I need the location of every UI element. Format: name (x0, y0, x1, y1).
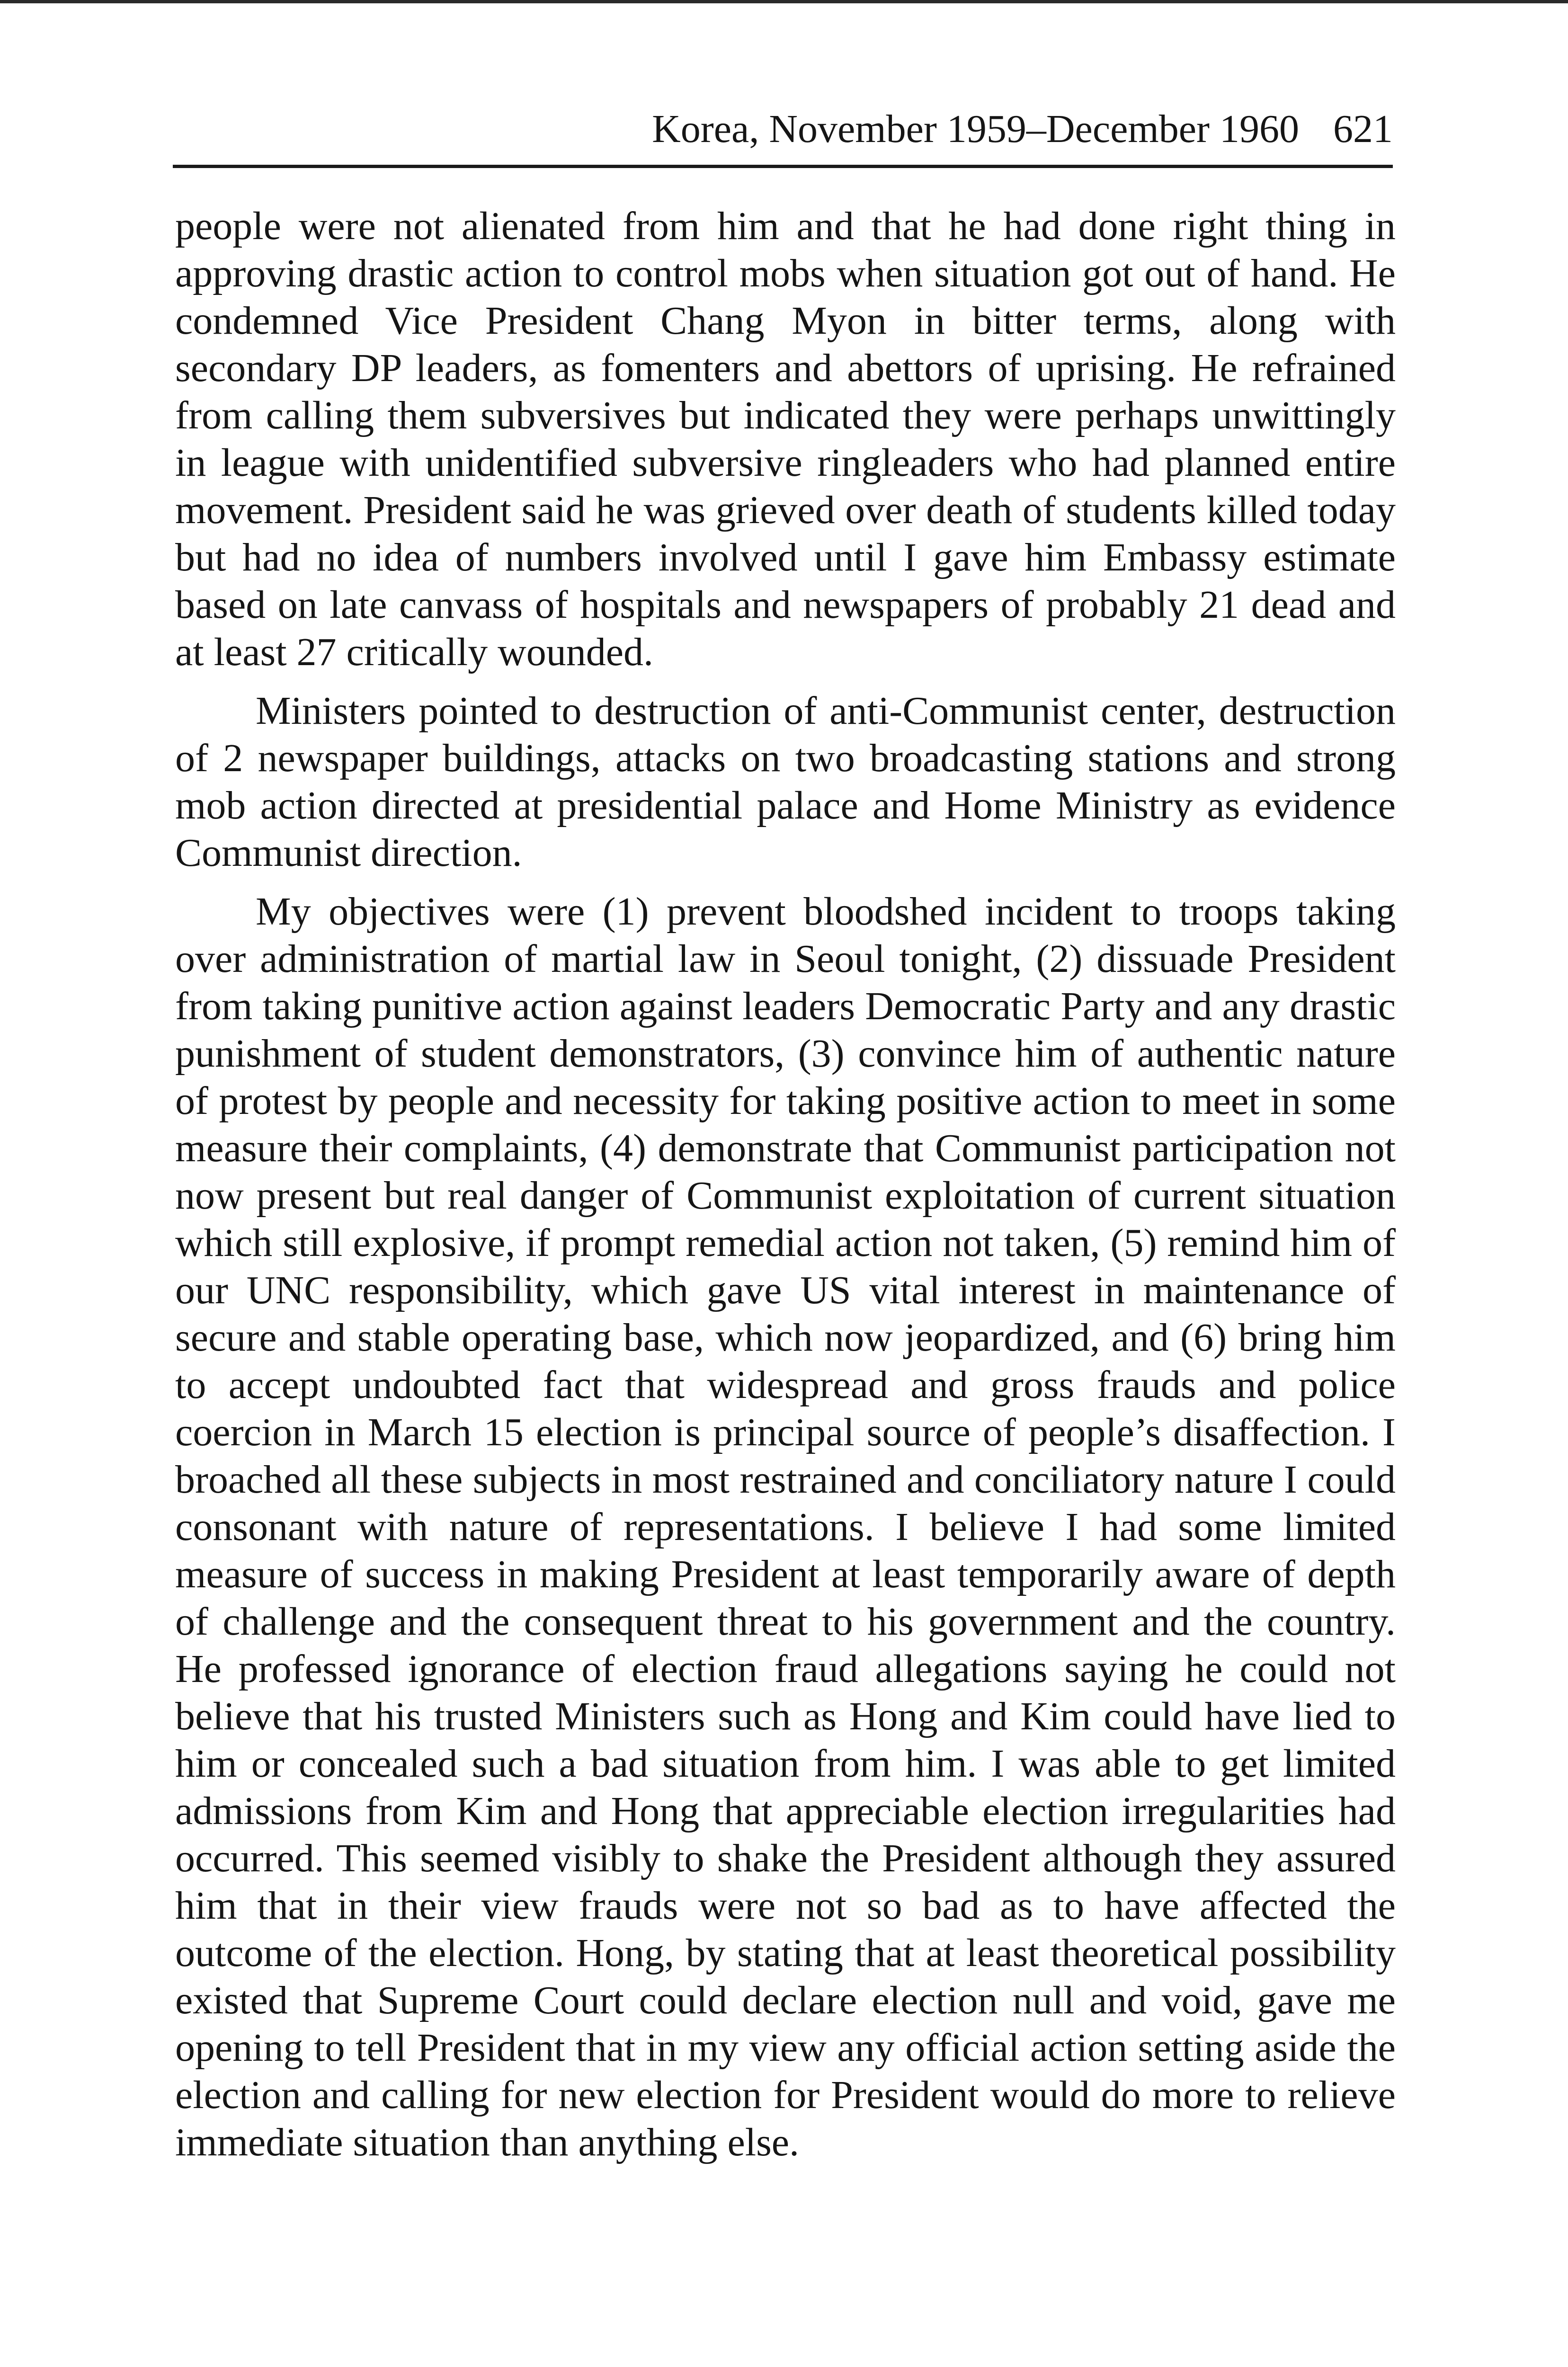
paragraph-2: Ministers pointed to destruction of anti-Communist center, destruction of 2 newspaper buildings, attacks on two broadcasting stations and strong mob action directed at presidential palace and Home Ministry as evidence Communist direction. (175, 689, 1396, 875)
body-text (175, 203, 1396, 2166)
page-number: 621 (1333, 107, 1393, 151)
paragraph-1: people were not alienated from him and that he had done right thing in approving drastic action to control mobs when situation got out of hand. He condemned Vice President Chang Myon in bitter terms, along with secondary DP leaders, as fomenters and abettors of uprising. He refrained from calling them subversives but indicated they were perhaps unwittingly in league with unidentified subversive ringleaders who had planned entire movement. President said he was grieved over death of students killed today but had no idea of numbers involved until I gave him Embassy estimate based on late canvass of hospitals and newspapers of probably 21 dead and at least 27 critically wounded. (175, 204, 1396, 674)
paragraph-3: My objectives were (1) prevent bloodshed incident to troops taking over administration of martial law in Seoul tonight, (2) dissuade President from taking punitive action against leaders Democratic Party and any drastic punishment of student demonstrators, (3) convince him of authentic nature of protest by people and necessity for taking positive action to meet in some measure their complaints, (4) demonstrate that Communist participation not now present but real danger of Communist exploitation of current situation which still explosive, if prompt remedial action not taken, (5) remind him of our UNC responsibility, which gave US vital interest in maintenance of secure and stable operating base, which now jeopardized, and (6) bring him to accept undoubted fact that widespread and gross frauds and police coercion in March 15 election is principal source of people’s disaffection. I broached all these subjects in most restrained and conciliatory nature I could consonant with nature of representations. I believe I had some limited measure of success in making President at least temporarily aware of depth of challenge and the consequent threat to his government and the country. He professed ignorance of election fraud allegations saying he could not believe that his trusted Ministers such as Hong and Kim could have lied to him or concealed such a bad situation from him. I was able to get limited admissions from Kim and Hong that appreciable election irregularities had occurred. This seemed visibly to shake the President although they assured him that in their view frauds were not so bad as to have affected the outcome of the election. Hong, by stating that at least theoretical possibility existed that Supreme Court could declare election null and void, gave me opening to tell President that in my view any official action setting aside the election and calling for new election for President would do more to relieve immediate situation than anything else. (175, 890, 1396, 2164)
scan-top-edge (0, 0, 1568, 3)
header-rule (173, 165, 1393, 168)
running-head (175, 103, 1393, 155)
running-title: Korea, November 1959–December 1960 (652, 107, 1299, 151)
